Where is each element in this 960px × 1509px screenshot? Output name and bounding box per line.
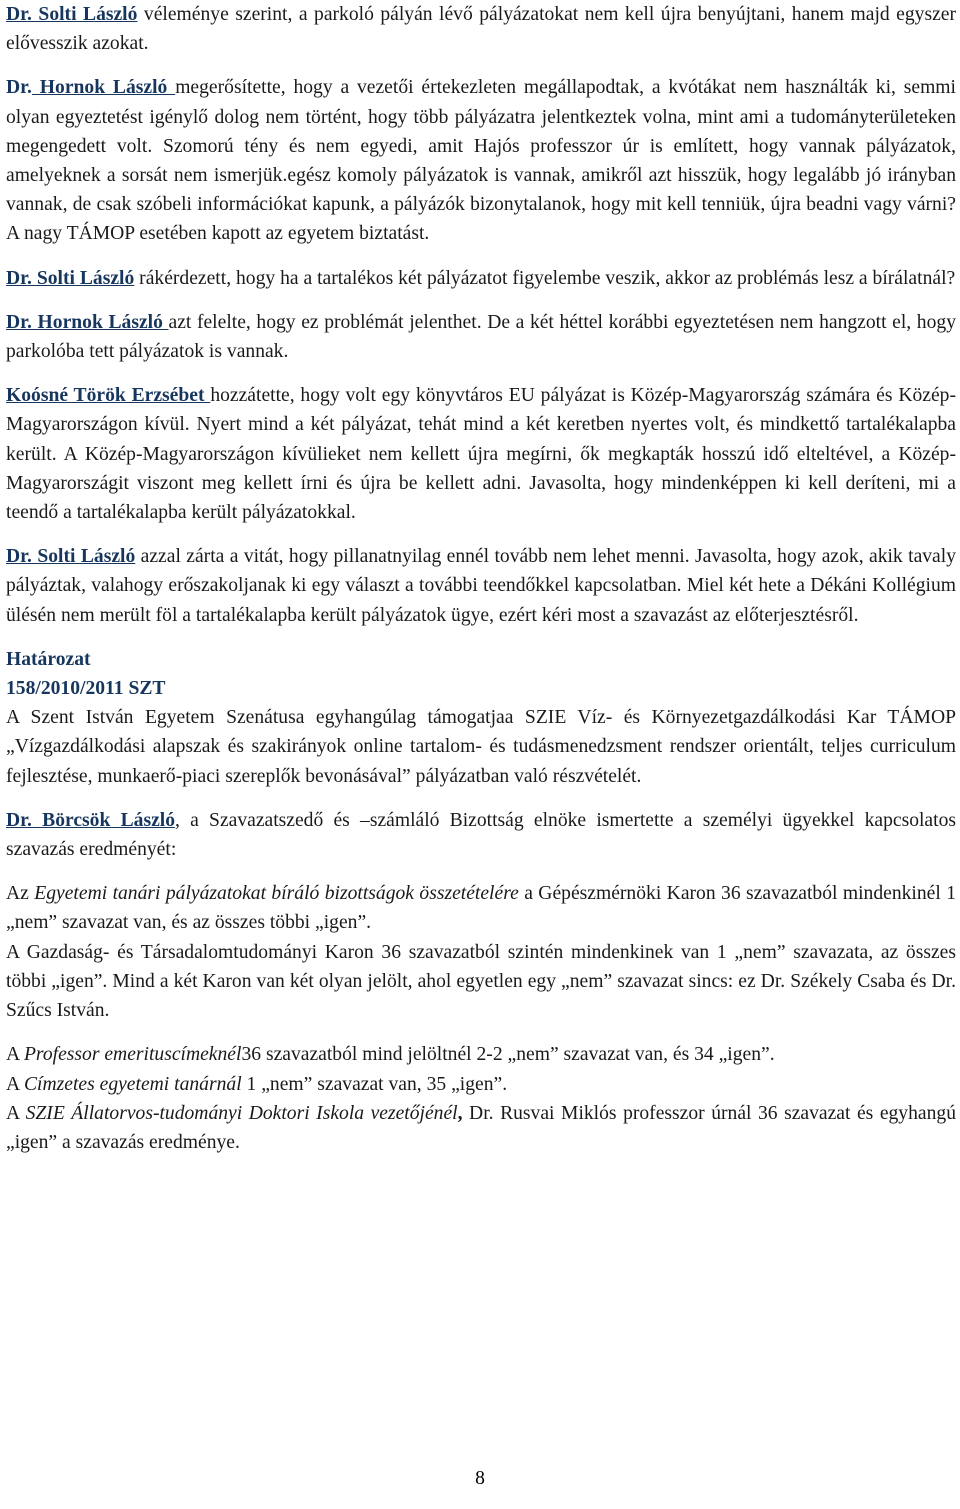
speaker-name: Koósné Török Erzsébet <box>6 385 211 407</box>
emphasis-text: SZIE Állatorvos-tudományi Doktori Iskola vezetőjénél <box>25 1102 458 1124</box>
paragraph-text: azt felelte, hogy ez problémát jelenthet. De a két héttel korábbi egyeztetésen nem hangzott el, hogy parkolóba tett pályázatok is vannak. <box>6 311 956 363</box>
speaker-name: Hornok László <box>31 77 176 99</box>
resolution-body: A Szent István Egyetem Szenátusa egyhangúlag támogatjaa SZIE Víz- és Környezetgazdálkodási Kar TÁMOP „Vízgazdálkodási alapszak és szakirányok online tartalom- és tudásmenedzsment rendszer orientált, teljes curriculum fejlesztése, munkaerő-piaci szereplők bevonásával” pályázatban való részvételét. <box>6 707 956 787</box>
speaker-name: Dr. Hornok László <box>6 311 169 333</box>
paragraph <box>6 938 956 1026</box>
paragraph <box>6 806 956 864</box>
paragraph-text: azzal zárta a vitát, hogy pillanatnyilag ennél tovább nem lehet menni. Javasolta, hogy azok, akik tavaly pályáztak, valahogy erőszakoljanak ki egy választ a további teendőkkel kapcsolatban. Miel két hete a Dékáni Kollégium ülésén nem merült föl a tartalékalapba került pályázatok ügye, ezért kéri most a szavazást az előterjesztésről. <box>6 546 956 626</box>
paragraph-text: a Gépészmérnöki Karon 36 szavazatból mindenkinél 1 „nem” szavazat van, és az összes többi „igen”. <box>6 883 957 934</box>
resolution-heading: Határozat <box>6 648 91 670</box>
document-page <box>6 0 956 1157</box>
paragraph-text: 1 „nem” szavazat van, 35 „igen”. <box>241 1073 508 1095</box>
paragraph <box>6 1070 956 1099</box>
paragraph <box>6 0 956 58</box>
resolution-text <box>6 703 956 791</box>
paragraph-text: 36 szavazatból mind jelöltnél 2-2 „nem” szavazat van, és 34 „igen”. <box>241 1044 775 1066</box>
paragraph <box>6 264 956 293</box>
paragraph <box>6 381 956 527</box>
paragraph-prefix: Az <box>6 883 35 905</box>
resolution-number-text: 158/2010/2011 SZT <box>6 678 166 700</box>
paragraph <box>6 1040 956 1069</box>
page-number: 8 <box>475 1468 485 1489</box>
paragraph <box>6 542 956 630</box>
paragraph-text: véleménye szerint, a parkoló pályán lévő pályázatokat nem kell újra benyújtani, hanem majd egyszer elővesszik azokat. <box>6 4 956 55</box>
speaker-name: Dr. Solti László <box>6 4 138 25</box>
paragraph <box>6 1099 956 1157</box>
paragraph <box>6 308 956 366</box>
paragraph-text: megerősítette, hogy a vezetői értekezleten megállapodtak, a kvótákat nem használták ki, semmi olyan egyeztetést igénylő dolog nem történt, hogy több pályázatra jelentkeztek volna, mint ami a tudományterületeken megengedett volt. Szomorú tény és nem egyedi, amit Hajós professzor úr is említett, hogy vannak pályázatok, amelyeknek a sorsát nem ismerjük.egész komoly pályázatok is vannak, amikről azt hisszük, hogy legalább jó irányban vannak, de csak szóbeli információkat kapunk, a pályázók bizonytalanok, hogy mit kell tenniük, újra beadni vagy várni? A nagy TÁMOP esetében kapott az egyetem biztatást. <box>6 77 956 245</box>
bold-comma: , <box>457 1102 463 1124</box>
paragraph-text: rákérdezett, hogy ha a tartalékos két pályázatot figyelembe veszik, akkor az problémás lesz a bírálatnál? <box>134 267 956 289</box>
paragraph-prefix: A <box>6 1102 26 1124</box>
paragraph-prefix: A <box>6 1073 24 1095</box>
emphasis-text: Címzetes egyetemi tanárnál <box>23 1073 242 1095</box>
paragraph-text: hozzátette, hogy volt egy könyvtáros EU pályázat is Közép-Magyarország számára és Közép-Magyarországon kívül. Nyert mind a két pályázat, tehát mind a két keretben nyertes volt, és mindkettő tartalékalapba került. A Közép-Magyarországon kívülieket nem kellett újra megírni, ők megkapták hosszú idő elteltével, a Közép-Magyarországit viszont meg kellett írni és újra be kellett adni. Javasolta, hogy mindenképpen ki kell deríteni, mi a teendő a tartalékalapba került pályázatokkal. <box>6 385 956 524</box>
speaker-name: Dr. Solti László <box>6 267 135 289</box>
speaker-name: Dr. Solti László <box>6 546 136 568</box>
speaker-title: Dr. <box>6 77 32 99</box>
paragraph-text: , a Szavazatszedő és –számláló Bizottság elnöke ismertette a személyi ügyekkel kapcsolatos szavazás eredményét: <box>6 809 956 861</box>
resolution-title <box>6 645 956 674</box>
paragraph <box>6 73 956 248</box>
paragraph-prefix: A <box>6 1044 24 1066</box>
paragraph <box>6 879 956 937</box>
resolution-number <box>6 674 956 703</box>
speaker-name: Dr. Börcsök László <box>6 809 176 831</box>
emphasis-text: Egyetemi tanári pályázatokat bíráló bizottságok összetételére <box>34 883 519 905</box>
paragraph-text: A Gazdaság- és Társadalomtudományi Karon 36 szavazatból szintén mindenkinek van 1 „nem” szavazata, az összes többi „igen”. Mind a két Karon van két olyan jelölt, ahol egyetlen egy „nem” szavazat sincs: ez Dr. Székely Csaba és Dr. Szűcs István. <box>6 941 956 1022</box>
paragraph-text: Dr. Rusvai Miklós professzor úrnál 36 szavazat és egyhangú „igen” a szavazás eredménye. <box>6 1102 956 1153</box>
emphasis-text: Professor emerituscímeknél <box>23 1044 242 1066</box>
